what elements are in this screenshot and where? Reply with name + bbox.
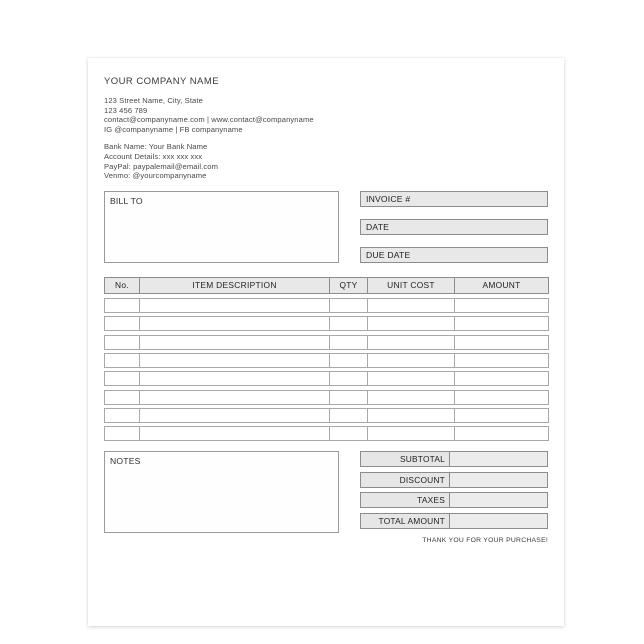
cell-description[interactable] — [139, 408, 330, 423]
cell-qty[interactable] — [329, 408, 368, 423]
cell-description[interactable] — [139, 426, 330, 441]
cell-unit-cost[interactable] — [367, 316, 455, 331]
notepad-sheet — [88, 58, 564, 626]
table-row[interactable] — [104, 353, 548, 368]
cell-unit-cost[interactable] — [367, 298, 455, 313]
table-row[interactable] — [104, 426, 548, 441]
email-website-line: contact@companyname.com | www.contact@companyname — [104, 115, 314, 125]
taxes-value[interactable] — [450, 492, 548, 508]
cell-no[interactable] — [104, 390, 140, 405]
cell-no[interactable] — [104, 371, 140, 386]
table-row[interactable] — [104, 316, 548, 331]
cell-unit-cost[interactable] — [367, 353, 455, 368]
cell-amount[interactable] — [454, 426, 549, 441]
table-row[interactable] — [104, 335, 548, 350]
items-table-body — [104, 298, 548, 442]
column-header-no: No. — [104, 277, 140, 294]
company-address-block — [104, 96, 548, 134]
cell-unit-cost[interactable] — [367, 408, 455, 423]
table-row[interactable] — [104, 408, 548, 423]
account-details-line: Account Details: xxx xxx xxx — [104, 151, 203, 161]
invoice-due-date-label: DUE DATE — [366, 249, 411, 260]
invoice-date-label: DATE — [366, 221, 390, 232]
table-row[interactable] — [104, 390, 548, 405]
cell-qty[interactable] — [329, 371, 368, 386]
subtotal-row — [360, 451, 548, 467]
bank-name-line: Bank Name: Your Bank Name — [104, 142, 208, 152]
total-amount-value[interactable] — [450, 513, 548, 529]
bill-to-field[interactable] — [104, 191, 339, 263]
taxes-row — [360, 492, 548, 508]
column-header-unit-cost: UNIT COST — [367, 277, 455, 294]
cell-qty[interactable] — [329, 353, 368, 368]
cell-unit-cost[interactable] — [367, 371, 455, 386]
bank-details-block — [104, 142, 548, 180]
cell-amount[interactable] — [454, 353, 549, 368]
table-row[interactable] — [104, 371, 548, 386]
items-table — [104, 277, 548, 442]
invoice-content — [88, 58, 564, 626]
cell-description[interactable] — [139, 298, 330, 313]
cell-unit-cost[interactable] — [367, 426, 455, 441]
cell-unit-cost[interactable] — [367, 335, 455, 350]
total-amount-label: TOTAL AMOUNT — [360, 513, 450, 529]
cell-amount[interactable] — [454, 298, 549, 313]
discount-label: DISCOUNT — [360, 472, 450, 488]
cell-description[interactable] — [139, 353, 330, 368]
cell-no[interactable] — [104, 408, 140, 423]
column-header-amount: AMOUNT — [454, 277, 549, 294]
notes-label: NOTES — [110, 456, 141, 467]
invoice-meta-fields — [360, 191, 548, 263]
cell-no[interactable] — [104, 353, 140, 368]
column-header-qty: QTY — [329, 277, 368, 294]
notes-totals-row — [104, 451, 548, 544]
cell-amount[interactable] — [454, 390, 549, 405]
notes-field[interactable] — [104, 451, 339, 533]
discount-value[interactable] — [450, 472, 548, 488]
company-header — [104, 76, 548, 181]
cell-description[interactable] — [139, 371, 330, 386]
items-table-header — [104, 277, 548, 294]
total-amount-row — [360, 513, 548, 529]
discount-row — [360, 472, 548, 488]
cell-qty[interactable] — [329, 390, 368, 405]
subtotal-value[interactable] — [450, 451, 548, 467]
company-name: YOUR COMPANY NAME — [104, 76, 219, 87]
taxes-label: TAXES — [360, 492, 450, 508]
cell-amount[interactable] — [454, 371, 549, 386]
cell-qty[interactable] — [329, 426, 368, 441]
cell-no[interactable] — [104, 335, 140, 350]
phone-line: 123 456 789 — [104, 105, 148, 115]
billto-meta-row — [104, 191, 548, 263]
cell-no[interactable] — [104, 426, 140, 441]
venmo-line: Venmo: @yourcompanyname — [104, 171, 207, 181]
cell-no[interactable] — [104, 298, 140, 313]
cell-description[interactable] — [139, 335, 330, 350]
cell-no[interactable] — [104, 316, 140, 331]
cell-amount[interactable] — [454, 335, 549, 350]
cell-amount[interactable] — [454, 408, 549, 423]
address-line: 123 Street Name, City, State — [104, 96, 203, 105]
column-header-description: ITEM DESCRIPTION — [139, 277, 330, 294]
cell-qty[interactable] — [329, 335, 368, 350]
paypal-line: PayPal: paypalemail@email.com — [104, 161, 219, 171]
invoice-date-field[interactable] — [360, 219, 548, 235]
invoice-due-date-field[interactable] — [360, 247, 548, 263]
social-line: IG @companyname | FB companyname — [104, 124, 243, 134]
cell-qty[interactable] — [329, 298, 368, 313]
cell-description[interactable] — [139, 316, 330, 331]
cell-qty[interactable] — [329, 316, 368, 331]
cell-description[interactable] — [139, 390, 330, 405]
subtotal-label: SUBTOTAL — [360, 451, 450, 467]
invoice-number-field[interactable] — [360, 191, 548, 207]
thank-you-note: THANK YOU FOR YOUR PURCHASE! — [422, 537, 548, 545]
table-row[interactable] — [104, 298, 548, 313]
totals-section — [360, 451, 548, 544]
bill-to-label: BILL TO — [110, 195, 143, 206]
cell-unit-cost[interactable] — [367, 390, 455, 405]
cell-amount[interactable] — [454, 316, 549, 331]
invoice-number-label: INVOICE # — [366, 193, 411, 204]
